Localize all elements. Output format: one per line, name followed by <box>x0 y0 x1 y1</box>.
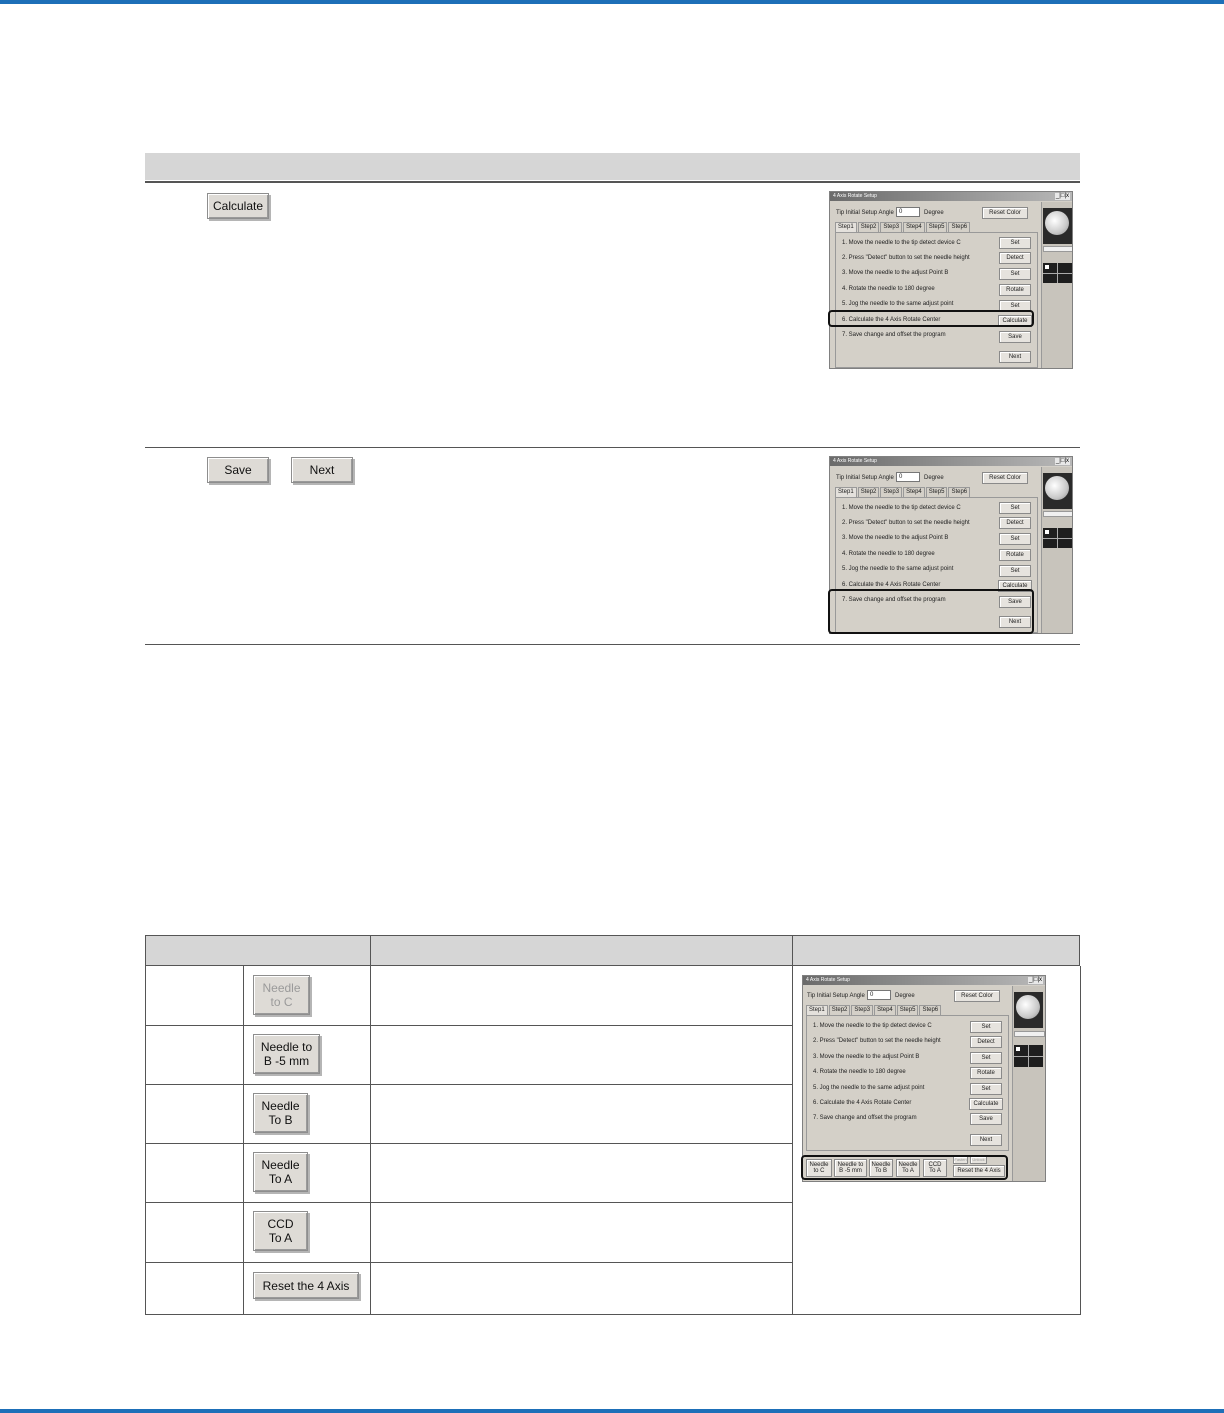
step-rotate-button[interactable]: Rotate <box>999 284 1031 296</box>
table1-header <box>145 153 1080 180</box>
step-text: 1. Move the needle to the tip detect device C <box>813 1023 932 1029</box>
degree-label: Degree <box>895 993 915 999</box>
needle-to-c-button[interactable]: Needle to C <box>253 975 310 1015</box>
step-set-button[interactable]: Set <box>999 237 1031 249</box>
table2-header-divider <box>792 935 793 966</box>
highlight-bottom-buttons <box>801 1155 1008 1180</box>
highlight-save-next-rows <box>828 589 1034 634</box>
step-text: 1. Move the needle to the tip detect device C <box>842 505 961 511</box>
reset-color-button[interactable]: Reset Color <box>982 472 1028 484</box>
crosshair-v <box>1057 528 1058 548</box>
next-button[interactable]: Next <box>999 351 1031 363</box>
step-text: 4. Rotate the needle to 180 degree <box>842 551 935 557</box>
tab-step3[interactable]: Step3 <box>880 222 902 232</box>
needle-to-c-mini-button[interactable]: Needle to C <box>806 1159 832 1177</box>
step-text: 6. Calculate the 4 Axis Rotate Center <box>813 1100 912 1106</box>
angle-label: Tip Initial Setup Angle <box>836 210 894 216</box>
step-rotate-button[interactable]: Rotate <box>970 1067 1002 1079</box>
dialog-title: 4 Axis Rotate Setup <box>833 193 877 199</box>
needle-to-b-button[interactable]: Needle To B <box>253 1093 308 1133</box>
tab-step2[interactable]: Step2 <box>829 1005 851 1015</box>
step-text: 7. Save change and offset the program <box>842 332 946 338</box>
reset-color-button[interactable]: Reset Color <box>982 207 1028 219</box>
table2-header <box>145 935 1080 966</box>
step-set-button[interactable]: Set <box>999 268 1031 280</box>
bottom-rule <box>0 1409 1224 1413</box>
save-button[interactable]: Save <box>207 457 269 483</box>
step-detect-button[interactable]: Detect <box>999 252 1031 264</box>
step-set-button[interactable]: Set <box>970 1052 1002 1064</box>
highlight-calculate-row <box>828 310 1034 327</box>
table2-col-divider <box>792 966 793 1314</box>
table1-row-divider <box>145 447 1080 448</box>
step-tabs <box>806 1005 942 1015</box>
angle-label: Tip Initial Setup Angle <box>836 475 894 481</box>
next-button[interactable]: Next <box>999 616 1031 628</box>
step-save-button[interactable]: Save <box>970 1113 1002 1125</box>
angle-input[interactable]: 0 <box>896 472 920 482</box>
tab-step1[interactable]: Step1 <box>835 222 857 232</box>
fasten-button[interactable]: Fasten <box>954 1157 967 1162</box>
step-save-button[interactable]: Save <box>999 596 1031 608</box>
table2-row-divider <box>145 1025 792 1026</box>
step-text: 6. Calculate the 4 Axis Rotate Center <box>842 582 941 588</box>
table2-right-border <box>1080 966 1081 1315</box>
dialog-screenshot-bottom-buttons <box>802 975 1046 1182</box>
table2-header-divider <box>370 935 371 966</box>
step-tabs <box>835 222 971 232</box>
tab-step2[interactable]: Step2 <box>858 487 880 497</box>
step-text: 5. Jog the needle to the same adjust point <box>842 566 954 572</box>
step-set-button[interactable]: Set <box>970 1083 1002 1095</box>
step-set-button[interactable]: Set <box>999 533 1031 545</box>
step-set-button[interactable]: Set <box>999 300 1031 312</box>
reset-color-button[interactable]: Reset Color <box>954 990 1000 1002</box>
table2-row-divider <box>145 1143 792 1144</box>
jog-knob-icon[interactable] <box>1045 476 1069 500</box>
needle-to-b-5mm-button[interactable]: Needle to B -5 mm <box>253 1034 320 1074</box>
top-rule <box>0 0 1224 4</box>
step-text: 7. Save change and offset the program <box>813 1115 917 1121</box>
tab-step4[interactable]: Step4 <box>903 487 925 497</box>
step-text: 7. Save change and offset the program <box>842 597 946 603</box>
tab-step5[interactable]: Step5 <box>926 487 948 497</box>
jog-knob-icon[interactable] <box>1045 211 1069 235</box>
tab-step2[interactable]: Step2 <box>858 222 880 232</box>
step-calculate-button[interactable]: Calculate <box>998 315 1032 327</box>
tab-step4[interactable]: Step4 <box>874 1005 896 1015</box>
step-text: 5. Jog the needle to the same adjust point <box>842 301 954 307</box>
table1-header-rule <box>145 181 1080 183</box>
step-set-button[interactable]: Set <box>970 1021 1002 1033</box>
step-text: 3. Move the needle to the adjust Point B <box>842 270 949 276</box>
tab-step6[interactable]: Step6 <box>919 1005 941 1015</box>
table2-row-divider <box>145 1084 792 1085</box>
speed-slider[interactable] <box>1043 246 1073 252</box>
crosshair-v <box>1028 1045 1029 1067</box>
angle-input[interactable]: 0 <box>867 990 891 1000</box>
step-set-button[interactable]: Set <box>999 502 1031 514</box>
step-detect-button[interactable]: Detect <box>970 1036 1002 1048</box>
reset-4-axis-button[interactable]: Reset the 4 Axis <box>253 1272 359 1299</box>
dialog-titlebar <box>803 976 1045 985</box>
window-controls-icon[interactable]: _|□|x <box>1055 193 1069 199</box>
step-text: 3. Move the needle to the adjust Point B <box>842 535 949 541</box>
speed-slider[interactable] <box>1014 1031 1045 1037</box>
camera-marker-icon <box>1016 1047 1020 1051</box>
step-text: 4. Rotate the needle to 180 degree <box>842 286 935 292</box>
step-calculate-button[interactable]: Calculate <box>998 580 1032 592</box>
jog-knob-icon[interactable] <box>1016 995 1040 1019</box>
step-tabs <box>835 487 971 497</box>
tab-step5[interactable]: Step5 <box>926 222 948 232</box>
ccd-to-a-mini-button[interactable]: CCD To A <box>923 1159 947 1177</box>
needle-to-b-5mm-mini-button[interactable]: Needle to B -5 mm <box>834 1159 867 1177</box>
step-text: 1. Move the needle to the tip detect device C <box>842 240 961 246</box>
step-text: 4. Rotate the needle to 180 degree <box>813 1069 906 1075</box>
table2-bottom-border <box>145 1314 1081 1315</box>
next-button[interactable]: Next <box>970 1134 1002 1146</box>
tab-step6[interactable]: Step6 <box>948 222 970 232</box>
table1-bottom-rule <box>145 644 1080 645</box>
degree-label: Degree <box>924 475 944 481</box>
tab-step6[interactable]: Step6 <box>948 487 970 497</box>
tab-step4[interactable]: Step4 <box>903 222 925 232</box>
speed-slider[interactable] <box>1043 511 1073 517</box>
camera-marker-icon <box>1045 530 1049 534</box>
needle-to-b-mini-button[interactable]: Needle To B <box>869 1159 893 1177</box>
step-text: 2. Press "Detect" button to set the needle height <box>842 255 970 261</box>
unlock-button[interactable]: Unlock <box>970 1156 987 1164</box>
tab-step5[interactable]: Step5 <box>897 1005 919 1015</box>
dialog-titlebar <box>830 192 1072 201</box>
window-controls-icon[interactable]: _|□|x <box>1028 977 1042 983</box>
angle-label: Tip Initial Setup Angle <box>807 993 865 999</box>
ccd-to-a-button[interactable]: CCD To A <box>253 1211 308 1251</box>
step-text: 5. Jog the needle to the same adjust point <box>813 1085 925 1091</box>
step-calculate-button[interactable]: Calculate <box>969 1098 1003 1110</box>
dialog-title: 4 Axis Rotate Setup <box>833 458 877 464</box>
table2-row-divider <box>145 1262 792 1263</box>
step-text: 2. Press "Detect" button to set the needle height <box>813 1038 941 1044</box>
tab-step1[interactable]: Step1 <box>835 487 857 497</box>
step-save-button[interactable]: Save <box>999 331 1031 343</box>
next-button[interactable]: Next <box>291 457 353 483</box>
needle-to-a-mini-button[interactable]: Needle To A <box>896 1159 920 1177</box>
step-text: 6. Calculate the 4 Axis Rotate Center <box>842 317 941 323</box>
dialog-screenshot-calculate <box>829 191 1073 369</box>
dialog-titlebar <box>830 457 1072 466</box>
degree-label: Degree <box>924 210 944 216</box>
step-text: 2. Press "Detect" button to set the needle height <box>842 520 970 526</box>
window-controls-icon[interactable]: _|□|x <box>1055 458 1069 464</box>
tab-step3[interactable]: Step3 <box>880 487 902 497</box>
calculate-button[interactable]: Calculate <box>207 193 269 219</box>
angle-input[interactable]: 0 <box>896 207 920 217</box>
tab-step3[interactable]: Step3 <box>851 1005 873 1015</box>
crosshair-v <box>1057 263 1058 283</box>
step-detect-button[interactable]: Detect <box>999 517 1031 529</box>
step-rotate-button[interactable]: Rotate <box>999 549 1031 561</box>
tab-step1[interactable]: Step1 <box>806 1005 828 1015</box>
camera-marker-icon <box>1045 265 1049 269</box>
needle-to-a-button[interactable]: Needle To A <box>253 1152 308 1192</box>
dialog-title: 4 Axis Rotate Setup <box>806 977 850 983</box>
step-text: 3. Move the needle to the adjust Point B <box>813 1054 920 1060</box>
step-set-button[interactable]: Set <box>999 565 1031 577</box>
table2-row-divider <box>145 1202 792 1203</box>
reset-4-axis-mini-button[interactable]: Reset the 4 Axis <box>953 1165 1005 1177</box>
